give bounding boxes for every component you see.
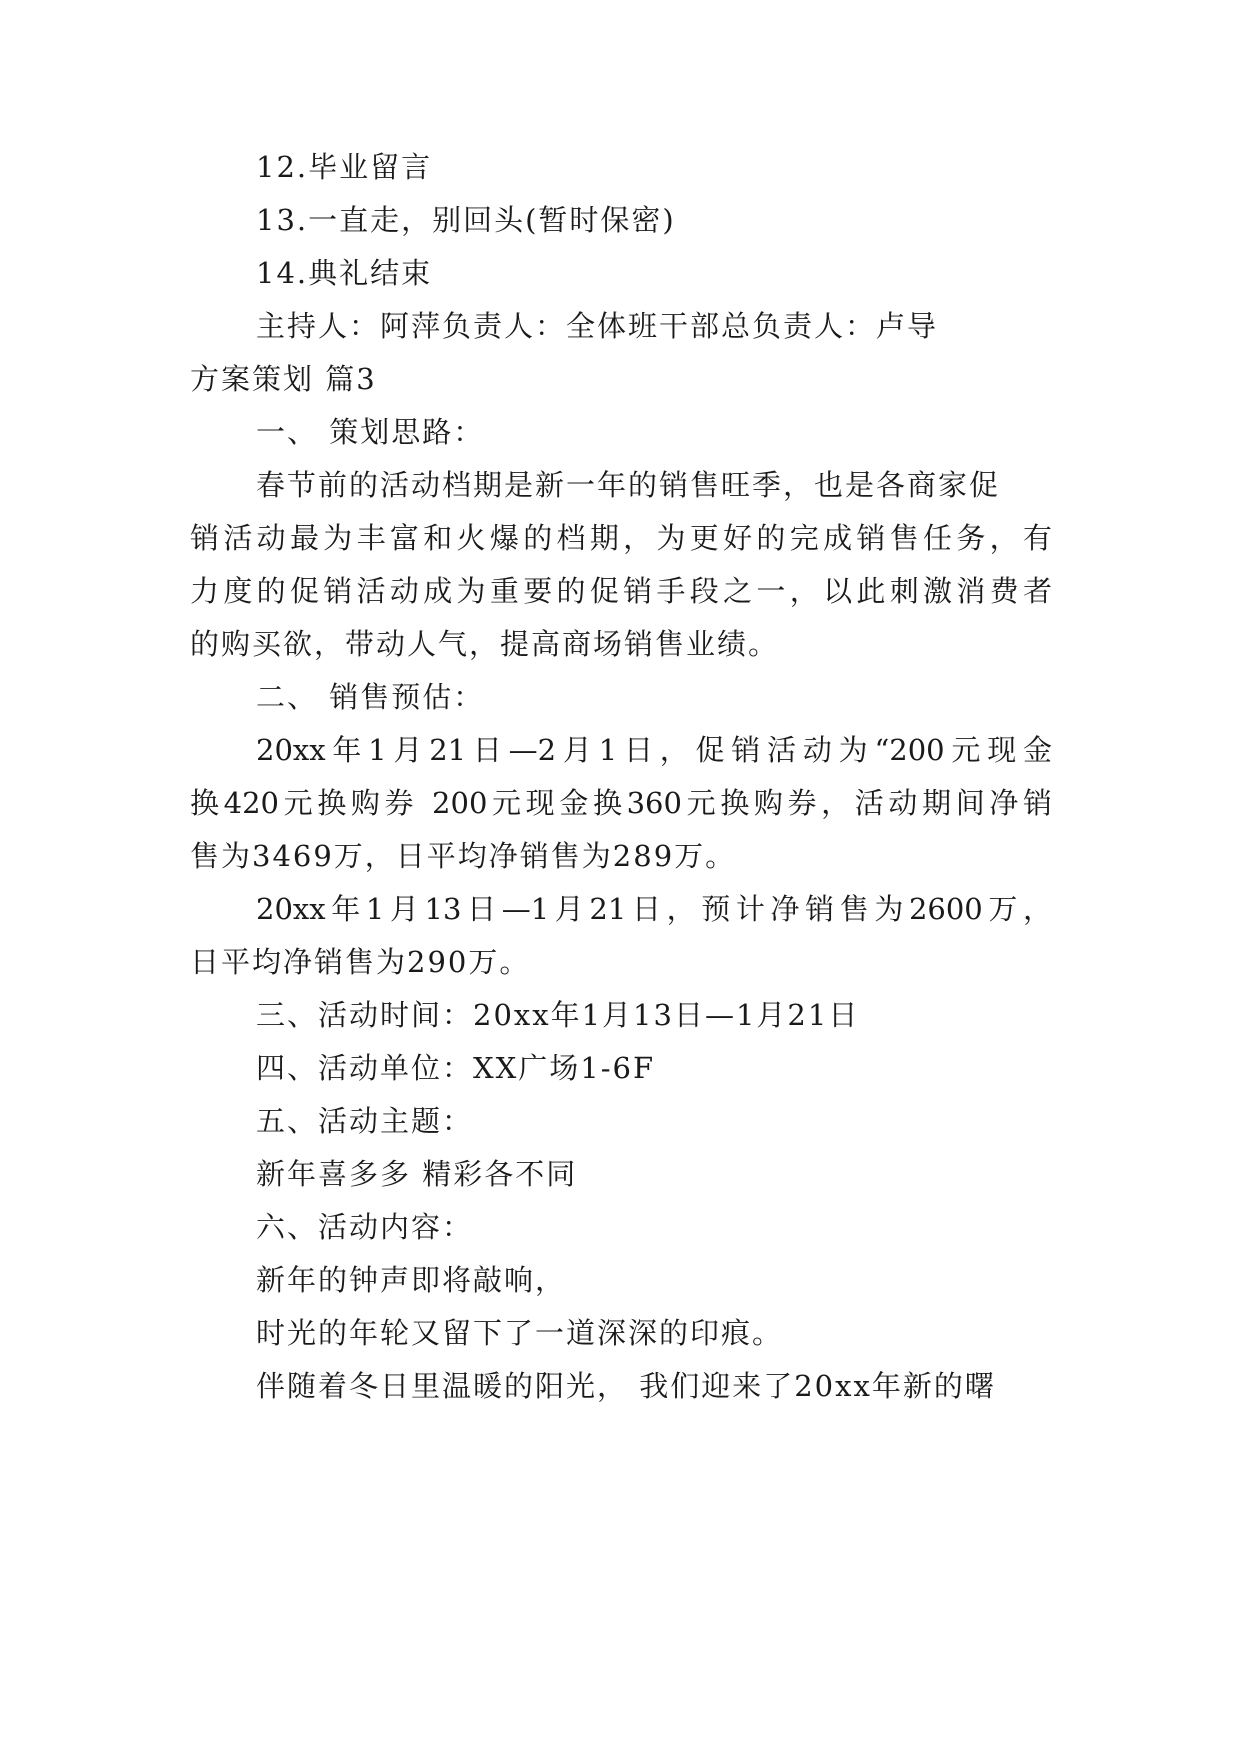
paragraph-line: 日平均净销售为290万。	[190, 945, 531, 979]
content-line: 时光的年轮又留下了一道深深的印痕。	[256, 1316, 784, 1350]
host-line: 主持人：阿萍负责人：全体班干部总负责人：卢导	[256, 309, 939, 343]
activity-time: 三、活动时间：20xx年1月13日—1月21日	[256, 998, 860, 1032]
heading-activity-theme: 五、活动主题：	[256, 1104, 474, 1138]
paragraph-line: 春节前的活动档期是新一年的销售旺季，也是各商家促	[256, 468, 1001, 502]
paragraph-line: 20xx年1月13日—1月21日，预计净销售为2600万，	[256, 892, 1052, 926]
list-item-14: 14.典礼结束	[256, 256, 433, 290]
heading-sales-forecast: 二、 销售预估：	[256, 680, 485, 714]
paragraph-line: 的购买欲，带动人气，提高商场销售业绩。	[190, 627, 780, 661]
paragraph-line: 力度的促销活动成为重要的促销手段之一，以此刺激消费者	[190, 574, 1052, 608]
section-title: 方案策划 篇3	[190, 362, 377, 396]
paragraph-line: 销活动最为丰富和火爆的档期，为更好的完成销售任务，有	[190, 521, 1052, 555]
paragraph-line: 售为3469万，日平均净销售为289万。	[190, 839, 737, 873]
content-line: 伴随着冬日里温暖的阳光， 我们迎来了20xx年新的曙	[256, 1369, 996, 1403]
activity-unit: 四、活动单位：XX广场1-6F	[256, 1051, 656, 1085]
heading-activity-content: 六、活动内容：	[256, 1210, 474, 1244]
list-item-12: 12.毕业留言	[256, 150, 433, 184]
content-line: 新年的钟声即将敲响，	[256, 1263, 567, 1297]
activity-theme: 新年喜多多 精彩各不同	[256, 1157, 578, 1191]
paragraph-line: 20xx年1月21日—2月1日，促销活动为“200元现金	[256, 733, 1052, 767]
heading-planning-idea: 一、 策划思路：	[256, 415, 485, 449]
list-item-13: 13.一直走，别回头(暂时保密)	[256, 203, 676, 237]
paragraph-line: 换420元换购券 200元现金换360元换购券，活动期间净销	[190, 786, 1052, 820]
